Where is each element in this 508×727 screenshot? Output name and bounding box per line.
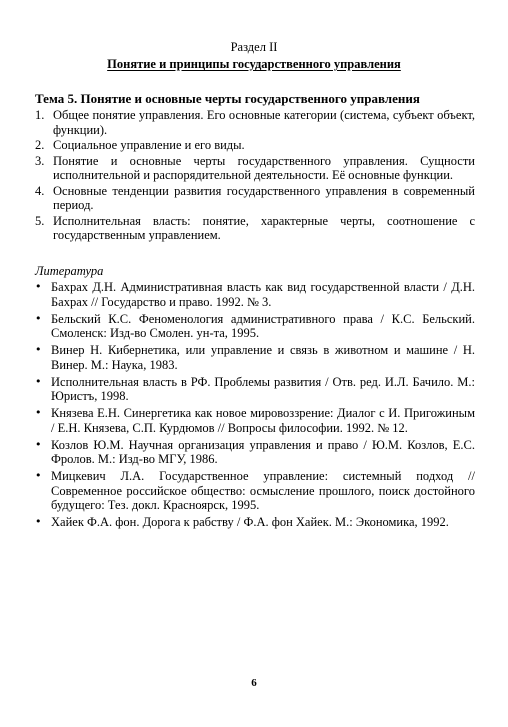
reference-item [35,469,475,513]
reference-text: Козлов Ю.М. Научная организация управления и право / Ю.М. Козлов, Е.С. Фролов. М.: Изд-во МГУ, 1986. [51,437,475,466]
question-item [35,108,475,137]
question-item [35,138,475,153]
question-item [35,184,475,213]
reference-text: Хайек Ф.А. фон. Дорога к рабству / Ф.А. фон Хайек. М.: Экономика, 1992. [51,515,449,529]
topic-title: Тема 5. Понятие и основные черты государственного управления [35,91,420,106]
reference-text: Бельский К.С. Феноменология административного права / К.С. Бельский. Смоленск: Изд-во Смолен. ун-та, 1995. [51,311,475,340]
section-title: Понятие и принципы государственного управления [107,57,401,71]
question-list [35,108,475,244]
reference-item [35,406,475,435]
question-number: 2. [35,138,45,152]
literature-heading: Литература [35,264,104,278]
bullet-icon: • [35,515,42,528]
question-number: 5. [35,213,45,228]
question-item [35,214,475,243]
question-number: 3. [35,153,45,168]
bullet-icon: • [35,374,42,388]
bullet-icon: • [35,437,42,451]
reference-list [35,280,475,532]
question-text: Понятие и основные черты государственного управления. Сущности исполнительной и распорядительной деятельности. Её основные функции. [53,153,475,182]
reference-text: Бахрах Д.Н. Административная власть как вид государственной власти / Д.Н. Бахрах // Государство и право. 1992. № 3. [51,280,475,309]
reference-text: Мицкевич Л.А. Государственное управление: системный подход // Современное российское общество: осмысление прошлого, поиск достойного будущего: Тез. докл. Красноярск, 1995. [51,469,475,512]
reference-text: Князева Е.Н. Синергетика как новое мировоззрение: Диалог с И. Пригожиным / Е.Н. Князева, С.П. Курдюмов // Вопросы философии. 1992. № 12. [51,406,475,435]
bullet-icon: • [35,469,42,482]
question-number: 4. [35,183,45,198]
reference-item [35,312,475,341]
question-number: 1. [35,108,45,122]
reference-item [35,343,475,372]
question-text: Исполнительная власть: понятие, характерные черты, соотношение с государственным управлением. [53,213,475,242]
reference-item [35,515,475,530]
question-text: Основные тенденции развития государственного управления в современный период. [53,183,475,212]
reference-text: Исполнительная власть в РФ. Проблемы развития / Отв. ред. И.Л. Бачило. М.: Юристъ, 1998. [51,374,475,403]
bullet-icon: • [35,343,42,356]
section-number: Раздел II [230,40,278,54]
bullet-icon: • [35,406,42,419]
question-text: Социальное управление и его виды. [53,138,245,152]
page-number: 6 [251,677,257,689]
question-text: Общее понятие управления. Его основные категории (система, субъект объект, функции). [53,108,475,137]
reference-item [35,438,475,467]
reference-item [35,280,475,309]
reference-text: Винер Н. Кибернетика, или управление и связь в животном и машине / Н. Винер. М.: Наука, 1983. [51,343,475,372]
bullet-icon: • [35,280,42,293]
reference-item [35,375,475,404]
question-item [35,154,475,183]
bullet-icon: • [35,311,42,325]
